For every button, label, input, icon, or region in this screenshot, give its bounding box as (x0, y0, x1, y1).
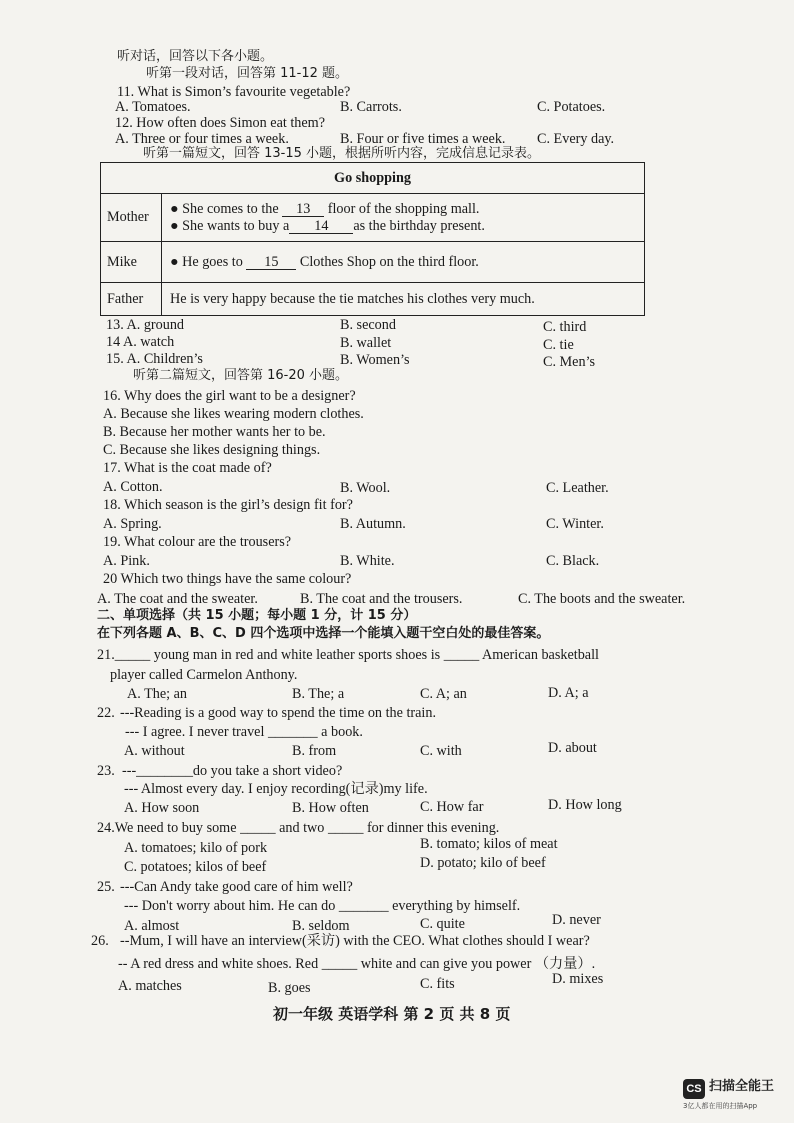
father-info: He is very happy because the tie matches his clothes very much. (162, 283, 645, 316)
q26-option-b: B. goes (268, 980, 311, 996)
q23-line-2: --- Almost every day. I enjoy recording(记录)my life. (124, 781, 428, 797)
q19-option-b: B. White. (340, 553, 395, 569)
q25-option-c: C. quite (420, 916, 465, 932)
q14-option-a: 14 A. watch (106, 334, 175, 350)
q26-option-d: D. mixes (552, 971, 604, 987)
q17-option-a: A. Cotton. (103, 479, 163, 495)
q20-option-c: C. The boots and the sweater. (518, 591, 686, 607)
q22-number: 22. (97, 705, 115, 721)
q22-option-d: D. about (548, 740, 597, 756)
q22-line-1: ---Reading is a good way to spend the time on the train. (120, 705, 436, 721)
q24-option-a: A. tomatoes; kilo of pork (124, 840, 268, 856)
q19-option-a: A. Pink. (103, 553, 150, 569)
q11-stem: 11. What is Simon’s favourite vegetable? (117, 84, 351, 100)
q22-option-b: B. from (292, 743, 337, 759)
blank-14: 14 (289, 219, 353, 234)
q26-option-c: C. fits (420, 976, 455, 992)
blank-13: 13 (282, 202, 324, 217)
q24-option-d: D. potato; kilo of beef (420, 855, 546, 871)
q11-option-c: C. Potatoes. (537, 99, 606, 115)
q17-option-c: C. Leather. (546, 480, 609, 496)
q24-option-c: C. potatoes; kilos of beef (124, 859, 267, 875)
q23-option-b: B. How often (292, 800, 369, 816)
q24-option-b: B. tomato; kilos of meat (420, 836, 558, 852)
q25-option-a: A. almost (124, 918, 180, 934)
q25-line-2: --- Don't worry about him. He can do _______ everything by himself. (124, 898, 521, 914)
q18-option-c: C. Winter. (546, 516, 604, 532)
mother-line1-text: ● She comes to the (170, 200, 279, 217)
mother-line-1 (170, 201, 636, 218)
q13-option-a: 13. A. ground (106, 317, 185, 333)
q21-line-1: 21._____ young man in red and white leather sports shoes is _____ American basketball (97, 647, 599, 663)
camscanner-tagline: 3亿人都在用的扫描App (683, 1102, 758, 1110)
section2-instructions: 在下列各题 A、B、C、D 四个选项中选择一个能填入题干空白处的最佳答案。 (97, 626, 550, 641)
q24-line-1: 24.We need to buy some _____ and two _____ for dinner this evening. (97, 820, 500, 836)
q20-option-a: A. The coat and the sweater. (97, 591, 258, 607)
q22-option-a: A. without (124, 743, 185, 759)
q16-option-a: A. Because she likes wearing modern clothes. (103, 406, 364, 422)
q11-option-a: A. Tomatoes. (115, 99, 191, 115)
q15-option-c: C. Men’s (543, 354, 596, 370)
q21-option-b: B. The; a (292, 686, 345, 702)
go-shopping-table (100, 162, 645, 316)
q15-option-b: B. Women’s (340, 352, 410, 368)
q23-line-1: ---________do you take a short video? (122, 763, 343, 779)
q18-option-b: B. Autumn. (340, 516, 406, 532)
q15-option-a: 15. A. Children’s (106, 351, 203, 367)
page-footer: 初一年级 英语学科 第 2 页 共 8 页 (273, 1005, 511, 1023)
q13-option-b: B. second (340, 317, 396, 333)
q11-option-b: B. Carrots. (340, 99, 402, 115)
q25-number: 25. (97, 879, 115, 895)
q12-option-a: A. Three or four times a week. (115, 131, 289, 147)
q23-option-c: C. How far (420, 799, 484, 815)
listening-intro: 听对话，回答以下各小题。 (117, 49, 274, 64)
mother-line2-tail: as the birthday present. (353, 217, 485, 234)
mother-label: Mother (101, 194, 162, 242)
q23-option-d: D. How long (548, 797, 622, 813)
q13-option-c: C. third (543, 319, 587, 335)
q21-option-c: C. A; an (420, 686, 467, 702)
q12-option-b: B. Four or five times a week. (340, 131, 506, 147)
passage1-heading: 听第一篇短文，回答 13-15 小题，根据所听内容，完成信息记录表。 (143, 146, 541, 161)
q19-option-c: C. Black. (546, 553, 600, 569)
q26-option-a: A. matches (118, 978, 182, 994)
q20-stem: 20 Which two things have the same colour? (103, 571, 352, 587)
mother-info (162, 194, 645, 242)
mike-line-text: ● He goes to (170, 253, 243, 270)
blank-15: 15 (246, 255, 296, 270)
q16-stem: 16. Why does the girl want to be a designer? (103, 388, 356, 404)
passage2-heading: 听第二篇短文，回答第 16-20 小题。 (133, 368, 349, 383)
mike-info (162, 242, 645, 283)
q17-stem: 17. What is the coat made of? (103, 460, 272, 476)
q14-option-c: C. tie (543, 337, 574, 353)
q20-option-b: B. The coat and the trousers. (300, 591, 463, 607)
mother-line-2 (170, 218, 636, 235)
table-title: Go shopping (101, 163, 645, 194)
q18-option-a: A. Spring. (103, 516, 162, 532)
q25-option-b: B. seldom (292, 918, 350, 934)
mike-line-tail: Clothes Shop on the third floor. (299, 253, 479, 270)
q18-stem: 18. Which season is the girl’s design fit for? (103, 497, 353, 513)
q23-option-a: A. How soon (124, 800, 200, 816)
q26-number: 26. (91, 933, 109, 949)
q22-line-2: --- I agree. I never travel _______ a book. (125, 724, 363, 740)
q21-option-d: D. A; a (548, 685, 589, 701)
dialogue1-heading: 听第一段对话，回答第 11-12 题。 (146, 66, 349, 81)
q19-stem: 19. What colour are the trousers? (103, 534, 292, 550)
q26-line-2: -- A red dress and white shoes. Red _____ white and can give you power （力量）. (118, 956, 596, 972)
q16-option-b: B. Because her mother wants her to be. (103, 424, 326, 440)
q23-number: 23. (97, 763, 115, 779)
section2-heading: 二、单项选择（共 15 小题；每小题 1 分，计 15 分） (97, 608, 417, 623)
father-label: Father (101, 283, 162, 316)
q22-option-c: C. with (420, 743, 462, 759)
camscanner-logo-icon: CS (683, 1079, 705, 1099)
q25-option-d: D. never (552, 912, 601, 928)
q12-option-c: C. Every day. (537, 131, 615, 147)
q12-stem: 12. How often does Simon eat them? (115, 115, 326, 131)
mother-line1-tail: floor of the shopping mall. (327, 200, 480, 217)
q17-option-b: B. Wool. (340, 480, 391, 496)
q14-option-b: B. wallet (340, 335, 392, 351)
q25-line-1: ---Can Andy take good care of him well? (120, 879, 353, 895)
q26-line-1: --Mum, I will have an interview(采访) with the CEO. What clothes should I wear? (120, 933, 590, 949)
mike-label: Mike (101, 242, 162, 283)
q16-option-c: C. Because she likes designing things. (103, 442, 321, 458)
camscanner-name: 扫描全能王 (709, 1079, 775, 1094)
q21-line-2: player called Carmelon Anthony. (110, 667, 298, 683)
mother-line2-text: ● She wants to buy a (170, 217, 290, 234)
q21-option-a: A. The; an (127, 686, 188, 702)
